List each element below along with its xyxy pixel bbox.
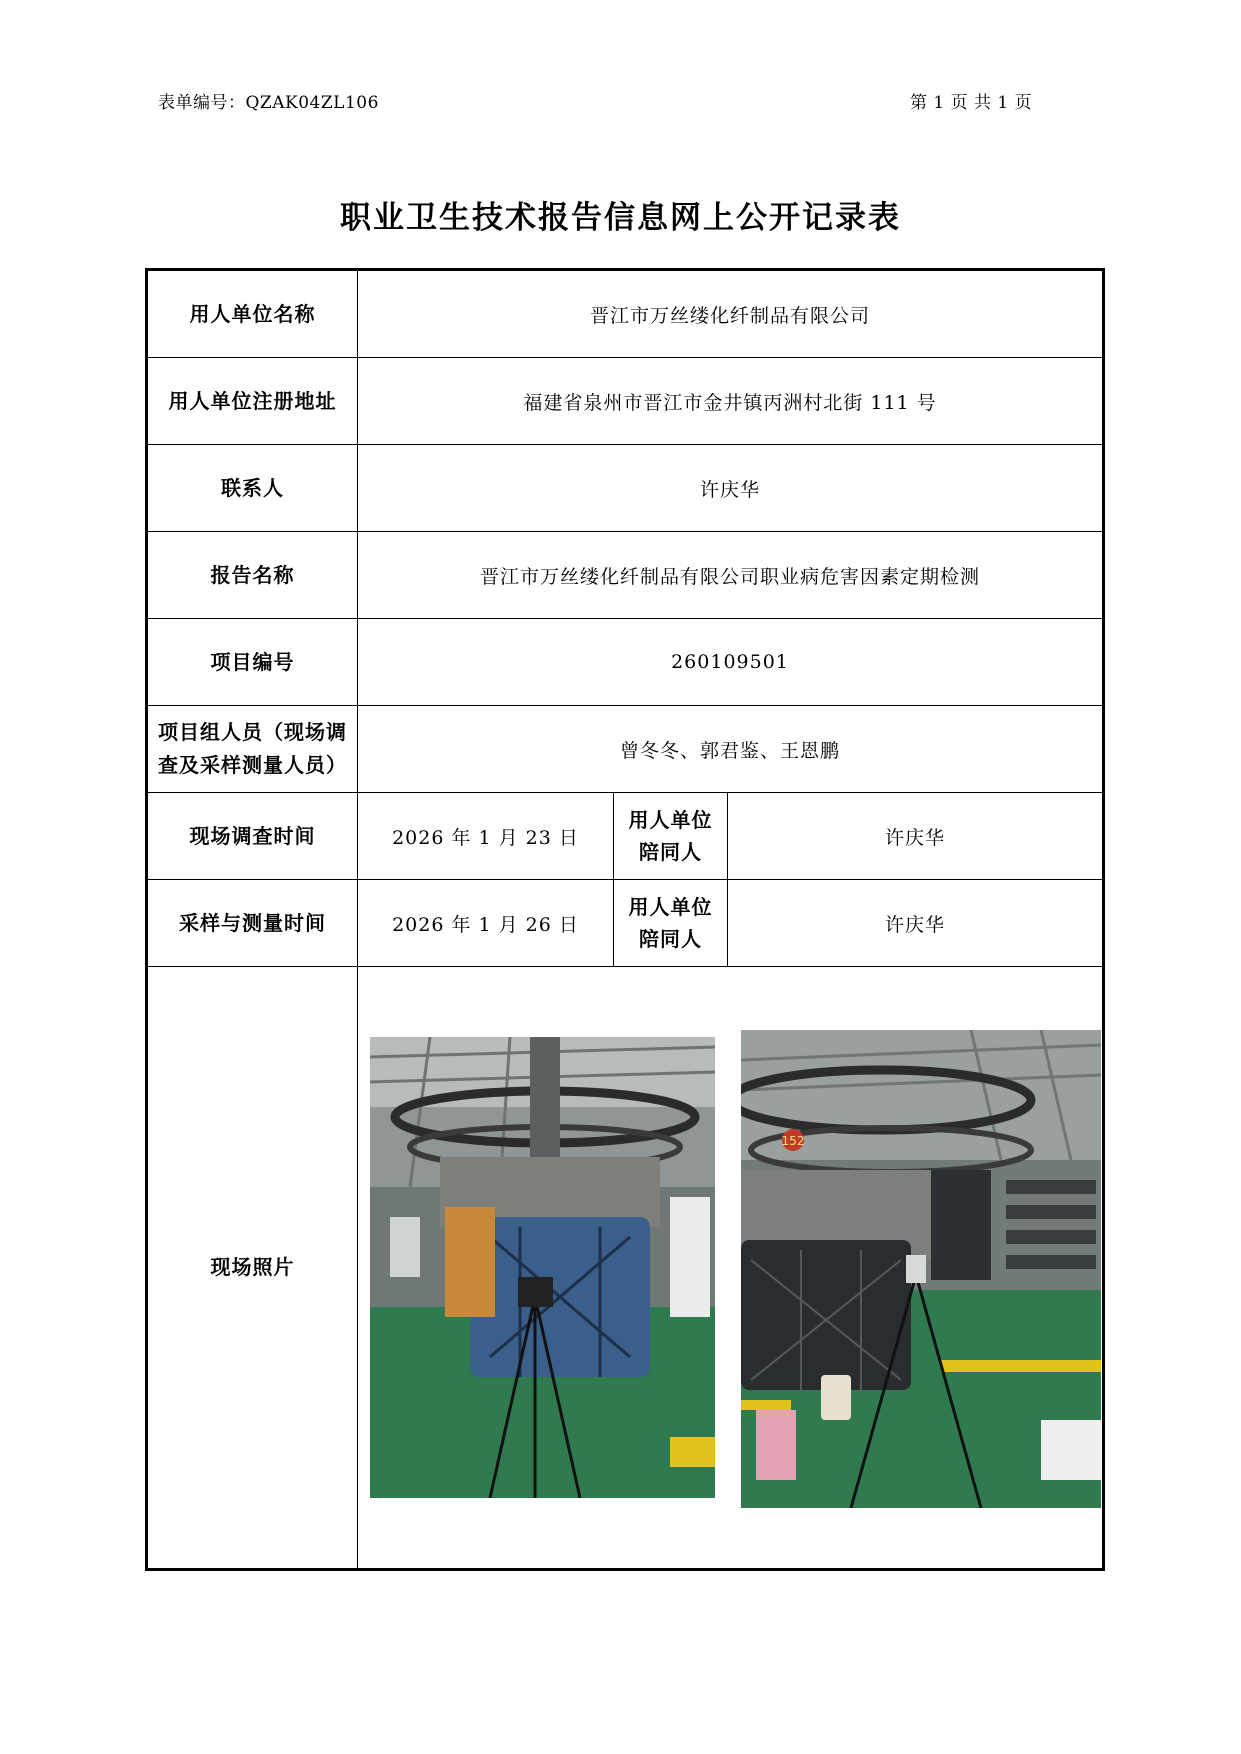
row-employer-name [147, 270, 1104, 358]
photos-cell [358, 967, 1104, 1570]
label-team [147, 706, 358, 793]
label-team-line2: 查及采样测量人员） [158, 753, 347, 777]
label-project-no: 项目编号 [147, 619, 358, 706]
row-team [147, 706, 1104, 793]
value-survey-date: 2026 年 1 月 23 日 [358, 793, 614, 880]
value-employer-address: 福建省泉州市晋江市金井镇丙洲村北街 111 号 [358, 358, 1104, 445]
label-sampling-escort-line1: 用人单位 [628, 895, 713, 919]
label-survey-escort-line2: 陪同人 [639, 840, 702, 864]
row-report-name [147, 532, 1104, 619]
value-report-name: 晋江市万丝缕化纤制品有限公司职业病危害因素定期检测 [358, 532, 1104, 619]
page-title: 职业卫生技术报告信息网上公开记录表 [340, 200, 901, 236]
label-report-name: 报告名称 [147, 532, 358, 619]
site-photo-2 [741, 1030, 1101, 1508]
label-survey-escort [614, 793, 728, 880]
row-sampling [147, 880, 1104, 967]
label-sampling-escort-line2: 陪同人 [639, 927, 702, 951]
site-photo-1 [370, 1037, 715, 1498]
row-employer-address [147, 358, 1104, 445]
value-employer-name: 晋江市万丝缕化纤制品有限公司 [358, 270, 1104, 358]
page-info: 第 1 页 共 1 页 [910, 93, 1033, 113]
site-photo-1-image [370, 1037, 715, 1498]
site-photo-2-image [741, 1030, 1101, 1508]
label-employer-address: 用人单位注册地址 [147, 358, 358, 445]
label-team-line1: 项目组人员（现场调 [158, 720, 347, 744]
label-sampling-time: 采样与测量时间 [147, 880, 358, 967]
value-team: 曾冬冬、郭君鉴、王恩鹏 [358, 706, 1104, 793]
value-survey-escort: 许庆华 [728, 793, 1104, 880]
value-project-no: 260109501 [358, 619, 1104, 706]
row-survey [147, 793, 1104, 880]
label-contact: 联系人 [147, 445, 358, 532]
form-number: 表单编号：QZAK04ZL106 [158, 93, 379, 113]
label-survey-time: 现场调查时间 [147, 793, 358, 880]
label-photos: 现场照片 [147, 967, 358, 1570]
row-photos [147, 967, 1104, 1570]
label-survey-escort-line1: 用人单位 [628, 808, 713, 832]
value-contact: 许庆华 [358, 445, 1104, 532]
row-project-no [147, 619, 1104, 706]
row-contact [147, 445, 1104, 532]
value-sampling-date: 2026 年 1 月 26 日 [358, 880, 614, 967]
value-sampling-escort: 许庆华 [728, 880, 1104, 967]
machine-number-label: 152 [781, 1134, 805, 1148]
label-sampling-escort [614, 880, 728, 967]
label-employer-name: 用人单位名称 [147, 270, 358, 358]
record-table [145, 268, 1105, 1571]
